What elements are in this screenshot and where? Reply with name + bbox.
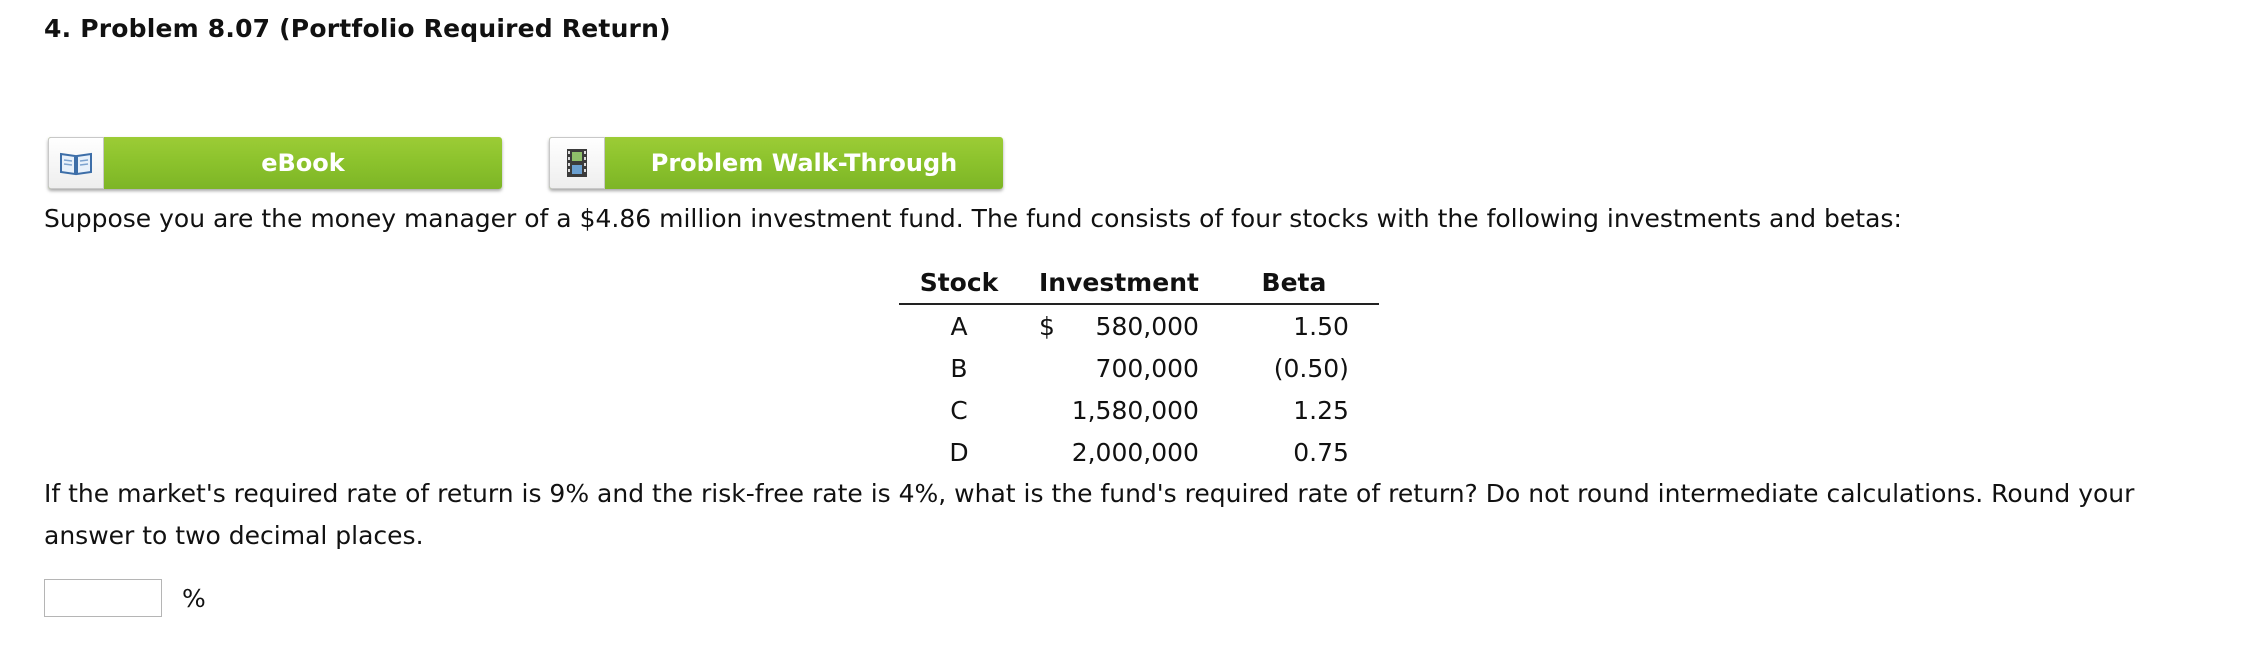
question-text: If the market's required rate of return is 9% and the risk-free rate is 4%, what is the fund's required rate of return? Do not round intermediate calculations. Round your answer to two decimal places. xyxy=(44,479,2135,550)
investment-value: 580,000 xyxy=(1095,311,1199,341)
investment-cell: 1,580,000 xyxy=(1071,395,1199,425)
film-icon xyxy=(549,137,605,189)
header-beta: Beta xyxy=(1219,261,1379,304)
problem-title: 4. Problem 8.07 (Portfolio Required Return) xyxy=(44,14,671,43)
beta-cell: 0.75 xyxy=(1293,437,1349,467)
table-row xyxy=(899,347,1379,389)
investment-cell: 2,000,000 xyxy=(1071,437,1199,467)
stock-cell: C xyxy=(950,395,968,425)
investment-cell: 700,000 xyxy=(1095,353,1199,383)
answer-row xyxy=(44,579,206,617)
header-stock: Stock xyxy=(899,261,1019,304)
ebook-label: eBook xyxy=(261,149,345,177)
problem-intro: Suppose you are the money manager of a $4.86 million investment fund. The fund consists of four stocks with the following investments and betas: xyxy=(44,204,1902,233)
stock-cell: B xyxy=(950,353,968,383)
beta-cell: (0.50) xyxy=(1273,353,1349,383)
table-row xyxy=(899,304,1379,347)
table-row xyxy=(899,431,1379,473)
investment-table xyxy=(899,261,1379,473)
stock-cell: D xyxy=(949,437,969,467)
currency-symbol: $ xyxy=(1039,311,1055,341)
beta-cell: 1.50 xyxy=(1293,311,1349,341)
beta-cell: 1.25 xyxy=(1293,395,1349,425)
ebook-button[interactable] xyxy=(48,137,502,189)
header-investment: Investment xyxy=(1019,261,1219,304)
problem-walkthrough-label: Problem Walk-Through xyxy=(650,149,958,177)
percent-unit: % xyxy=(182,583,206,613)
table-header-row xyxy=(899,261,1379,304)
table-row xyxy=(899,389,1379,431)
book-icon xyxy=(48,137,104,189)
problem-walkthrough-button[interactable] xyxy=(549,137,1003,189)
answer-input[interactable] xyxy=(44,579,162,617)
investment-cell xyxy=(1019,304,1219,347)
stock-cell: A xyxy=(950,311,968,341)
